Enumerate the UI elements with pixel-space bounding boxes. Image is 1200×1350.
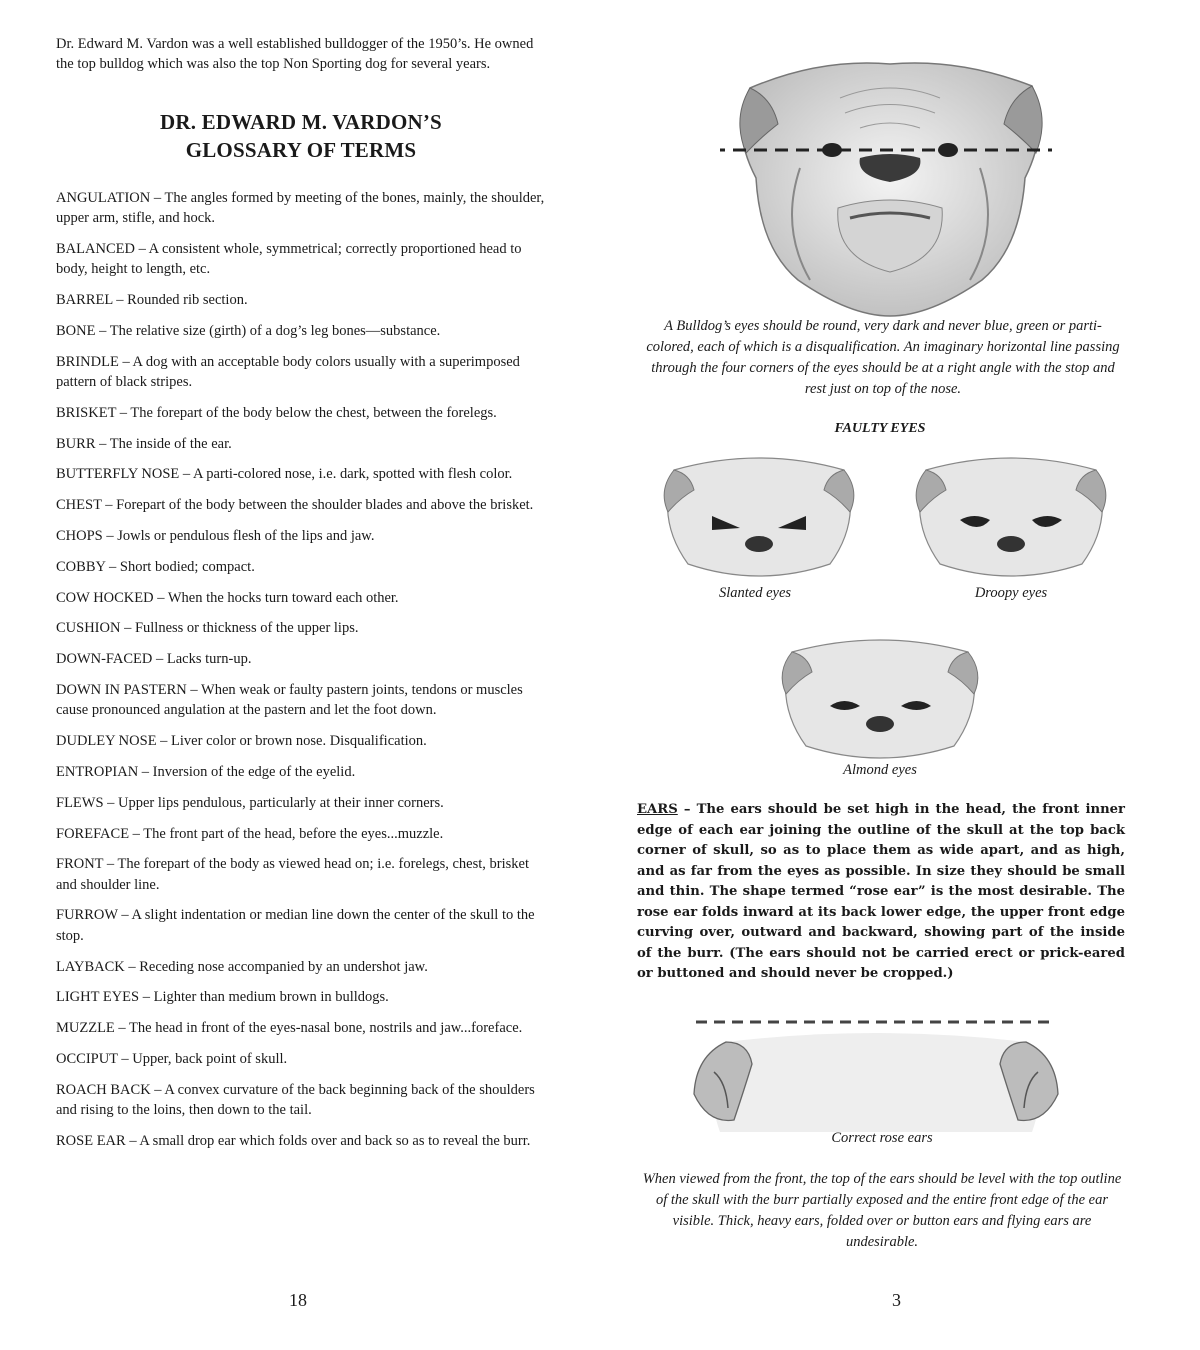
ears-paragraph: [637, 800, 1125, 985]
glossary-term: LIGHT EYES – Lighter than medium brown in bulldogs.: [56, 989, 389, 1006]
eyes-caption: A Bulldog’s eyes should be round, very dark and never blue, green or parti-colored, each of which is a disqualification. An imaginary horizontal line passing through the four corners of the eyes should be at a right angle with the stop and rest just on top of the nose.: [646, 318, 1120, 397]
glossary-term: COBBY – Short bodied; compact.: [56, 558, 255, 575]
slanted-eyes-illustration: [650, 450, 868, 584]
glossary-term: ROSE EAR – A small drop ear which folds over and back so as to reveal the burr.: [56, 1132, 531, 1149]
glossary-term: BUTTERFLY NOSE – A parti-colored nose, i.e. dark, spotted with flesh color.: [56, 466, 513, 483]
glossary-term: BRISKET – The forepart of the body below the chest, between the forelegs.: [56, 404, 497, 421]
glossary-term: CHEST – Forepart of the body between the shoulder blades and above the brisket.: [56, 497, 534, 514]
glossary-term: DOWN-FACED – Lacks turn-up.: [56, 651, 252, 668]
glossary-title: [56, 108, 546, 164]
faulty-eyes-title: FAULTY EYES: [834, 421, 926, 436]
glossary-term: BALANCED – A consistent whole, symmetrical; correctly proportioned head to body, height to length, etc.: [56, 241, 522, 278]
rose-ears-illustration: [690, 1012, 1062, 1142]
glossary-term: ANGULATION – The angles formed by meeting of the bones, mainly, the shoulder, upper arm, stifle, and hock.: [56, 190, 545, 227]
glossary-term: CHOPS – Jowls or pendulous flesh of the lips and jaw.: [56, 528, 375, 545]
almond-eyes-label: Almond eyes: [843, 762, 917, 778]
glossary-term: FLEWS – Upper lips pendulous, particularly at their inner corners.: [56, 794, 444, 811]
glossary-term: CUSHION – Fullness or thickness of the upper lips.: [56, 620, 359, 637]
right-page: [620, 0, 1150, 1350]
glossary-term: OCCIPUT – Upper, back point of skull.: [56, 1050, 288, 1067]
glossary-term: BURR – The inside of the ear.: [56, 435, 232, 452]
glossary-term: COW HOCKED – When the hocks turn toward each other.: [56, 589, 399, 606]
glossary-term: ENTROPIAN – Inversion of the edge of the eyelid.: [56, 763, 356, 780]
glossary-list: [56, 188, 546, 1151]
glossary-term: FOREFACE – The front part of the head, before the eyes...muzzle.: [56, 825, 444, 842]
glossary-term: LAYBACK – Receding nose accompanied by an undershot jaw.: [56, 958, 428, 975]
rose-ears-label: Correct rose ears: [831, 1130, 933, 1146]
almond-eyes-illustration: [768, 632, 993, 766]
droopy-eyes-illustration: [902, 450, 1120, 584]
glossary-term: FURROW – A slight indentation or median line down the center of the skull to the stop.: [56, 907, 535, 944]
slanted-eyes-label: Slanted eyes: [718, 585, 792, 601]
droopy-eyes-label: Droopy eyes: [974, 585, 1048, 601]
glossary-title-line1: DR. EDWARD M. VARDON’S: [160, 110, 442, 134]
glossary-term: DUDLEY NOSE – Liver color or brown nose. Disqualification.: [56, 733, 427, 750]
glossary-term: BARREL – Rounded rib section.: [56, 292, 248, 309]
glossary-term: FRONT – The forepart of the body as viewed head on; i.e. forelegs, chest, brisket and shoulder line.: [56, 856, 530, 893]
left-page: [56, 34, 546, 1162]
glossary-term: BRINDLE – A dog with an acceptable body colors usually with a superimposed pattern of black stripes.: [56, 353, 520, 391]
bulldog-head-illustration: [720, 58, 1060, 320]
ears-caption: When viewed from the front, the top of the ears should be level with the top outline of the skull with the burr partially exposed and the entire front edge of the ear visible. Thick, heavy ears, folded over or button ears and flying ears are undesirable.: [642, 1171, 1122, 1250]
ears-description: – The ears should be set high in the head, the front inner edge of each ear joining the outline of the skull at the top back corner of skull, so as to place them as wide apart, and as high, and as far from the eyes as possible. In size they should be small and thin. The shape termed “rose ear” is the most desirable. The rose ear folds inward at its back lower edge, the upper front edge curving over, outward and backward, showing part of the inside of the burr. (The ears should not be carried erect or prick-eared or buttoned and should never be cropped.): [637, 802, 1125, 981]
glossary-title-line2: GLOSSARY OF TERMS: [185, 138, 417, 162]
glossary-term: ROACH BACK – A convex curvature of the back beginning back of the shoulders and rising to the loins, then down to the tail.: [56, 1081, 535, 1118]
page-number-left: 18: [289, 1290, 307, 1310]
ears-label: EARS: [637, 802, 678, 817]
glossary-term: DOWN IN PASTERN – When weak or faulty pastern joints, tendons or muscles cause pronounced angulation at the pastern and let the foot down.: [56, 682, 523, 719]
glossary-term: MUZZLE – The head in front of the eyes-nasal bone, nostrils and jaw...foreface.: [56, 1020, 523, 1037]
glossary-term: BONE – The relative size (girth) of a dog’s leg bones—substance.: [56, 322, 441, 339]
intro-paragraph: Dr. Edward M. Vardon was a well established bulldogger of the 1950’s. He owned the top bulldog which was also the top Non Sporting dog for several years.: [56, 36, 534, 72]
page-number-right: 3: [892, 1290, 901, 1310]
